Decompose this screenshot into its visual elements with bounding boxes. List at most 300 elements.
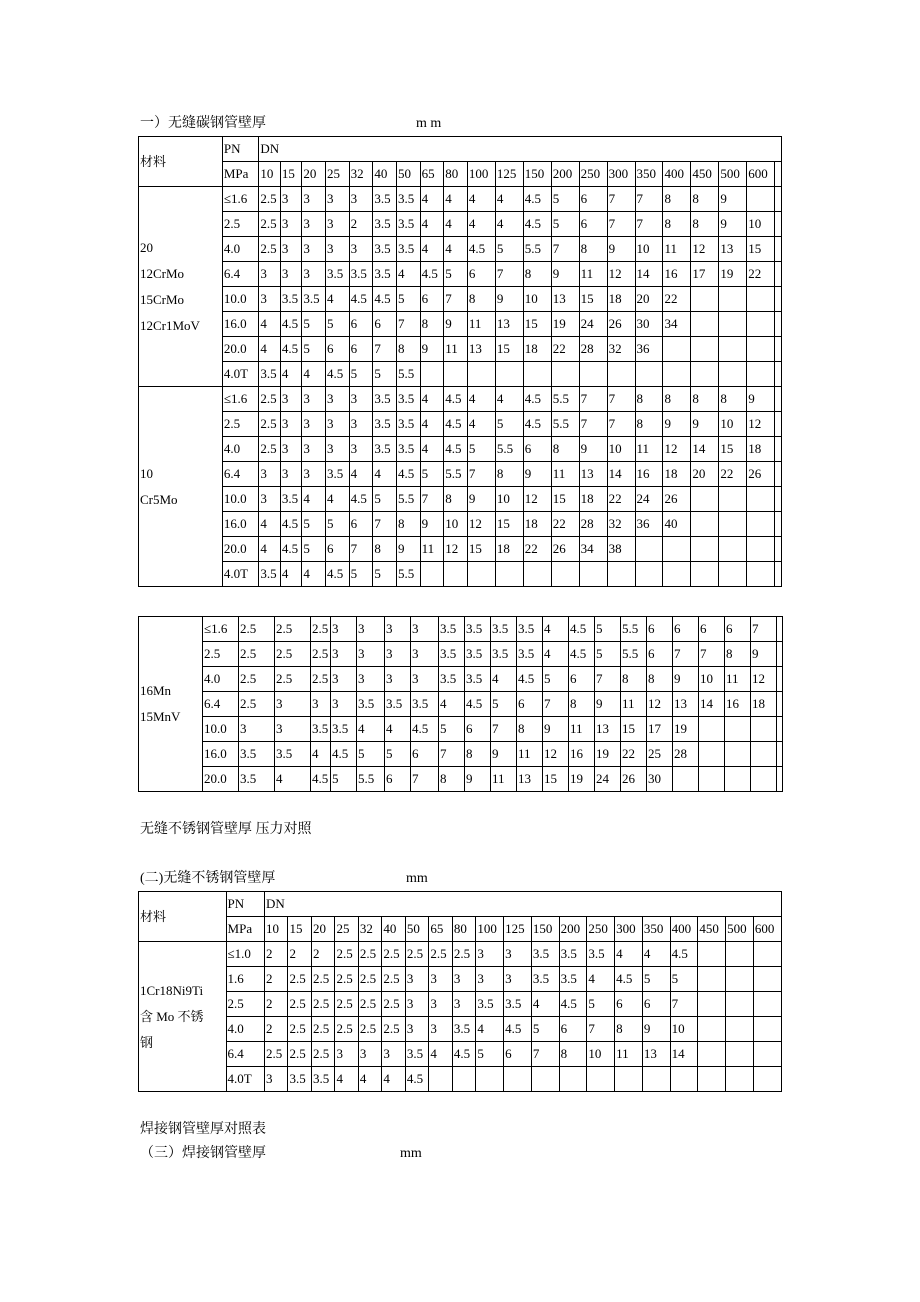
thickness-cell: 15	[719, 437, 747, 462]
thickness-cell: 3	[411, 642, 439, 667]
thickness-cell: 3	[259, 262, 281, 287]
thickness-cell: 8	[635, 387, 663, 412]
material-line: Cr5Mo	[140, 491, 178, 507]
thickness-cell	[753, 1067, 781, 1092]
thickness-cell: 34	[579, 537, 607, 562]
thickness-cell: 11	[663, 237, 691, 262]
table-row	[139, 362, 782, 387]
thickness-cell: 4.5	[420, 262, 444, 287]
thickness-cell: 12	[444, 537, 468, 562]
thickness-cell: 11	[467, 312, 495, 337]
thickness-cell: 3.5	[311, 1067, 334, 1092]
thickness-cell: 3.5	[259, 362, 281, 387]
thickness-cell: 2.5	[335, 992, 358, 1017]
dn-size-cell: 32	[358, 917, 381, 942]
pressure-cell: 10.0	[203, 717, 239, 742]
thickness-cell: 7	[635, 187, 663, 212]
thickness-cell: 4	[396, 262, 420, 287]
mpa-header: MPa	[222, 162, 259, 187]
thickness-cell: 4	[259, 312, 281, 337]
thickness-cell: 3	[357, 617, 385, 642]
spacer-cell	[775, 487, 782, 512]
section1-title: 一）无缝碳钢管壁厚	[140, 116, 266, 131]
thickness-cell: 14	[635, 262, 663, 287]
thickness-cell: 40	[663, 512, 691, 537]
thickness-cell: 2.5	[275, 667, 311, 692]
thickness-cell: 3.5	[280, 487, 302, 512]
thickness-cell: 7	[373, 512, 397, 537]
thickness-cell: 26	[607, 312, 635, 337]
thickness-cell: 4.5	[326, 562, 350, 587]
thickness-cell: 4	[326, 287, 350, 312]
thickness-cell: 32	[607, 512, 635, 537]
thickness-cell: 3.5	[302, 287, 326, 312]
thickness-cell	[725, 742, 751, 767]
thickness-cell: 4	[420, 212, 444, 237]
thickness-cell: 3.5	[396, 237, 420, 262]
table-row	[139, 537, 782, 562]
thickness-cell	[753, 992, 781, 1017]
thickness-cell: 32	[607, 337, 635, 362]
thickness-cell: 4	[642, 942, 670, 967]
thickness-cell: 15	[551, 487, 579, 512]
dn-size-cell: 150	[523, 162, 551, 187]
thickness-cell: 2.5	[358, 942, 381, 967]
thickness-cell	[726, 967, 754, 992]
header-row-1	[139, 892, 782, 917]
thickness-cell: 5	[302, 537, 326, 562]
thickness-cell: 24	[579, 312, 607, 337]
thickness-cell	[615, 1067, 643, 1092]
thickness-cell: 3	[264, 1067, 287, 1092]
thickness-cell: 13	[673, 692, 699, 717]
thickness-cell: 13	[517, 767, 543, 792]
thickness-cell: 4	[543, 642, 569, 667]
thickness-cell: 3.5	[465, 617, 491, 642]
thickness-cell: 15	[747, 237, 775, 262]
thickness-cell: 9	[719, 187, 747, 212]
thickness-cell: 12	[523, 487, 551, 512]
thickness-cell	[698, 942, 726, 967]
thickness-cell: 26	[663, 487, 691, 512]
thickness-cell: 3.5	[326, 462, 350, 487]
thickness-cell: 3.5	[311, 717, 331, 742]
thickness-cell: 6	[615, 992, 643, 1017]
thickness-cell: 3	[385, 617, 411, 642]
thickness-cell: 4.5	[559, 992, 587, 1017]
thickness-cell: 5.5	[551, 412, 579, 437]
thickness-cell: 3	[429, 967, 452, 992]
thickness-cell: 4	[495, 187, 523, 212]
thickness-cell: 3	[452, 992, 475, 1017]
spacer-cell	[775, 362, 782, 387]
thickness-cell: 7	[699, 642, 725, 667]
pressure-cell: 4.0	[226, 1017, 264, 1042]
thickness-cell	[698, 1067, 726, 1092]
thickness-cell: 4	[467, 412, 495, 437]
thickness-cell: 4	[280, 562, 302, 587]
thickness-cell: 12	[467, 512, 495, 537]
thickness-cell: 28	[579, 512, 607, 537]
table-row	[139, 512, 782, 537]
thickness-cell	[726, 992, 754, 1017]
thickness-cell	[495, 562, 523, 587]
thickness-cell	[635, 562, 663, 587]
thickness-cell	[476, 1067, 504, 1092]
thickness-cell: 18	[751, 692, 777, 717]
thickness-cell: 8	[621, 667, 647, 692]
thickness-cell: 2.5	[429, 942, 452, 967]
dn-size-cell: 300	[615, 917, 643, 942]
thickness-cell	[726, 1017, 754, 1042]
thickness-cell	[452, 1067, 475, 1092]
thickness-cell	[663, 562, 691, 587]
material-header: 材料	[139, 137, 223, 187]
thickness-cell	[747, 312, 775, 337]
thickness-cell: 3.5	[504, 992, 532, 1017]
thickness-cell: 6	[647, 617, 673, 642]
stainless-caption: 无缝不锈钢管壁厚 压力对照	[140, 822, 312, 837]
thickness-cell: 9	[543, 717, 569, 742]
thickness-cell: 3.5	[373, 412, 397, 437]
thickness-cell: 2.5	[275, 617, 311, 642]
thickness-cell: 14	[607, 462, 635, 487]
thickness-cell: 4	[385, 717, 411, 742]
thickness-cell: 3	[302, 387, 326, 412]
thickness-cell: 2.5	[311, 642, 331, 667]
dn-size-cell: 200	[551, 162, 579, 187]
thickness-cell: 3.5	[465, 667, 491, 692]
thickness-cell: 2.5	[264, 1042, 287, 1067]
dn-size-cell: 40	[373, 162, 397, 187]
thickness-cell: 5	[587, 992, 615, 1017]
table-row	[139, 437, 782, 462]
pressure-cell: 6.4	[226, 1042, 264, 1067]
thickness-cell: 7	[635, 212, 663, 237]
thickness-cell: 2.5	[311, 1042, 334, 1067]
thickness-cell: 4	[311, 742, 331, 767]
thickness-cell: 6	[699, 617, 725, 642]
thickness-cell	[444, 562, 468, 587]
thickness-cell: 9	[607, 237, 635, 262]
thickness-cell: 6	[559, 1017, 587, 1042]
thickness-cell: 4	[302, 487, 326, 512]
thickness-cell: 4	[349, 462, 373, 487]
dn-size-cell: 25	[326, 162, 350, 187]
dn-size-cell: 450	[698, 917, 726, 942]
thickness-cell: 5	[467, 437, 495, 462]
thickness-cell: 4	[259, 512, 281, 537]
thickness-cell: 3	[275, 692, 311, 717]
thickness-cell: 6	[523, 437, 551, 462]
thickness-cell: 7	[439, 742, 465, 767]
thickness-cell: 4	[326, 487, 350, 512]
thickness-cell: 22	[747, 262, 775, 287]
thickness-cell: 22	[551, 512, 579, 537]
pressure-cell: 4.0	[203, 667, 239, 692]
pressure-cell: 4.0T	[222, 562, 259, 587]
thickness-cell: 7	[411, 767, 439, 792]
thickness-cell: 3.5	[452, 1017, 475, 1042]
thickness-cell: 5	[595, 617, 621, 642]
material-line: 16Mn	[140, 683, 172, 698]
thickness-cell: 6	[373, 312, 397, 337]
thickness-cell: 4.5	[523, 412, 551, 437]
thickness-cell	[467, 562, 495, 587]
thickness-cell: 4	[302, 562, 326, 587]
thickness-cell: 5	[439, 717, 465, 742]
pn-header: PN	[226, 892, 264, 917]
thickness-cell	[699, 742, 725, 767]
thickness-cell: 3	[259, 462, 281, 487]
thickness-cell	[719, 487, 747, 512]
thickness-cell: 3	[504, 967, 532, 992]
thickness-cell: 3.5	[326, 262, 350, 287]
thickness-cell: 3	[311, 692, 331, 717]
thickness-cell: 6	[465, 717, 491, 742]
thickness-cell: 3	[452, 967, 475, 992]
thickness-cell	[747, 187, 775, 212]
thickness-cell: 3	[302, 412, 326, 437]
thickness-cell: 24	[635, 487, 663, 512]
thickness-cell: 3.5	[373, 387, 397, 412]
thickness-cell: 36	[635, 512, 663, 537]
section1-unit: m m	[416, 116, 442, 131]
thickness-cell	[699, 767, 725, 792]
thickness-cell	[753, 942, 781, 967]
thickness-cell: 8	[719, 387, 747, 412]
pressure-cell: 16.0	[222, 312, 259, 337]
spacer-cell	[775, 237, 782, 262]
pressure-cell: 4.0	[222, 237, 259, 262]
thickness-cell: 5	[551, 212, 579, 237]
thickness-cell: 3.5	[559, 967, 587, 992]
stainless-steel-table	[138, 891, 782, 1092]
thickness-cell: 8	[647, 667, 673, 692]
thickness-cell: 14	[699, 692, 725, 717]
thickness-cell: 7	[673, 642, 699, 667]
thickness-cell: 16	[725, 692, 751, 717]
thickness-cell: 3.5	[491, 642, 517, 667]
thickness-cell: 12	[543, 742, 569, 767]
thickness-cell	[725, 717, 751, 742]
thickness-cell: 4	[495, 212, 523, 237]
thickness-cell: 7	[670, 992, 698, 1017]
thickness-cell: 3.5	[491, 617, 517, 642]
thickness-cell: 3.5	[587, 942, 615, 967]
thickness-cell: 3.5	[531, 967, 559, 992]
table-row	[139, 487, 782, 512]
thickness-cell: 5	[444, 262, 468, 287]
thickness-cell: 9	[396, 537, 420, 562]
thickness-cell: 2.5	[288, 1042, 311, 1067]
thickness-cell: 19	[673, 717, 699, 742]
table-row	[139, 212, 782, 237]
thickness-cell: 6	[673, 617, 699, 642]
thickness-cell: 11	[491, 767, 517, 792]
thickness-cell: 3.5	[373, 262, 397, 287]
thickness-cell: 13	[642, 1042, 670, 1067]
thickness-cell: 3	[357, 642, 385, 667]
thickness-cell: 5	[495, 237, 523, 262]
dn-size-cell: 600	[747, 162, 775, 187]
thickness-cell	[579, 362, 607, 387]
thickness-cell: 3.5	[396, 412, 420, 437]
material-cell	[139, 617, 203, 792]
thickness-cell	[753, 967, 781, 992]
dn-size-cell: 250	[579, 162, 607, 187]
spacer-cell	[777, 667, 783, 692]
thickness-cell: 2	[311, 942, 334, 967]
thickness-cell: 22	[523, 537, 551, 562]
thickness-cell: 6	[349, 312, 373, 337]
thickness-cell: 5.5	[396, 362, 420, 387]
thickness-cell	[747, 537, 775, 562]
thickness-cell: 4.5	[523, 187, 551, 212]
thickness-cell: 9	[642, 1017, 670, 1042]
thickness-cell: 5	[373, 562, 397, 587]
pressure-cell: 4.0T	[222, 362, 259, 387]
thickness-cell: 4.5	[444, 387, 468, 412]
thickness-cell: 2.5	[358, 967, 381, 992]
material-line: 20	[140, 239, 153, 255]
dn-size-cell: 300	[607, 162, 635, 187]
thickness-cell	[642, 1067, 670, 1092]
thickness-cell: 8	[396, 512, 420, 537]
table-row	[139, 942, 782, 967]
pressure-cell: 1.6	[226, 967, 264, 992]
thickness-cell: 3.5	[531, 942, 559, 967]
thickness-cell: 8	[691, 212, 719, 237]
thickness-cell: 4	[357, 717, 385, 742]
header-row-1	[139, 137, 782, 162]
thickness-cell: 8	[439, 767, 465, 792]
thickness-cell: 8	[551, 437, 579, 462]
dn-size-cell: 10	[259, 162, 281, 187]
thickness-cell	[429, 1067, 452, 1092]
thickness-cell: 6	[349, 337, 373, 362]
thickness-cell: 13	[551, 287, 579, 312]
thickness-cell: 28	[673, 742, 699, 767]
thickness-cell: 3.5	[349, 262, 373, 287]
thickness-cell: 8	[373, 537, 397, 562]
thickness-cell	[719, 562, 747, 587]
thickness-cell: 2.5	[452, 942, 475, 967]
thickness-cell	[699, 717, 725, 742]
thickness-cell: 4.5	[452, 1042, 475, 1067]
thickness-cell: 25	[647, 742, 673, 767]
thickness-cell: 20	[691, 462, 719, 487]
thickness-cell: 7	[531, 1042, 559, 1067]
thickness-cell: 3	[476, 967, 504, 992]
thickness-cell: 15	[495, 512, 523, 537]
table-row	[139, 1042, 782, 1067]
material-cell	[139, 187, 223, 387]
thickness-cell: 8	[615, 1017, 643, 1042]
dn-size-cell: 150	[531, 917, 559, 942]
thickness-cell: 4.5	[349, 287, 373, 312]
thickness-cell	[751, 717, 777, 742]
material-line: 1Cr18Ni9Ti	[140, 982, 204, 998]
thickness-cell: 2.5	[259, 437, 281, 462]
thickness-cell: 8	[523, 262, 551, 287]
thickness-cell: 8	[691, 187, 719, 212]
thickness-cell: 3	[302, 262, 326, 287]
thickness-cell: 3	[476, 942, 504, 967]
thickness-cell: 9	[673, 667, 699, 692]
thickness-cell: 2.5	[239, 642, 275, 667]
thickness-cell: 12	[691, 237, 719, 262]
thickness-cell: 4	[467, 187, 495, 212]
thickness-cell: 3	[302, 437, 326, 462]
thickness-cell: 6	[725, 617, 751, 642]
thickness-cell	[698, 992, 726, 1017]
thickness-cell: 3	[331, 667, 357, 692]
thickness-cell: 7	[607, 212, 635, 237]
thickness-cell: 5	[326, 512, 350, 537]
thickness-cell: 2.5	[311, 1017, 334, 1042]
thickness-cell: 6	[579, 187, 607, 212]
thickness-cell: 14	[670, 1042, 698, 1067]
dn-size-cell: 40	[382, 917, 405, 942]
pressure-cell: ≤1.6	[222, 387, 259, 412]
thickness-cell: 2	[264, 1017, 287, 1042]
pressure-cell: 4.0	[222, 437, 259, 462]
thickness-cell: 3.5	[385, 692, 411, 717]
thickness-cell	[635, 537, 663, 562]
thickness-cell: 9	[719, 212, 747, 237]
thickness-cell	[719, 312, 747, 337]
thickness-cell: 3	[429, 992, 452, 1017]
thickness-cell: 8	[635, 412, 663, 437]
material-line: 12CrMo	[140, 265, 185, 281]
thickness-cell: 15	[621, 717, 647, 742]
thickness-cell: 6	[517, 692, 543, 717]
thickness-cell: 9	[551, 262, 579, 287]
thickness-cell: 9	[579, 437, 607, 462]
thickness-cell: 7	[491, 717, 517, 742]
thickness-cell: 24	[595, 767, 621, 792]
thickness-cell: 5.5	[621, 642, 647, 667]
thickness-cell: 10	[747, 212, 775, 237]
thickness-cell	[691, 337, 719, 362]
table-row	[139, 642, 783, 667]
thickness-cell	[747, 512, 775, 537]
thickness-cell: 2.5	[259, 212, 281, 237]
spacer-cell	[775, 287, 782, 312]
thickness-cell: 5	[326, 312, 350, 337]
thickness-cell: 8	[663, 387, 691, 412]
spacer-cell	[775, 512, 782, 537]
thickness-cell: 18	[663, 462, 691, 487]
thickness-cell	[444, 362, 468, 387]
thickness-cell: 9	[747, 387, 775, 412]
thickness-cell	[719, 512, 747, 537]
pressure-cell: 2.5	[203, 642, 239, 667]
thickness-cell: 3	[280, 387, 302, 412]
thickness-cell: 9	[691, 412, 719, 437]
thickness-cell	[587, 1067, 615, 1092]
thickness-cell: 4	[467, 212, 495, 237]
table-row	[139, 412, 782, 437]
thickness-cell: 3	[302, 187, 326, 212]
thickness-cell: 2.5	[358, 1017, 381, 1042]
thickness-cell	[495, 362, 523, 387]
thickness-cell: 5	[396, 287, 420, 312]
thickness-cell: 2.5	[335, 967, 358, 992]
thickness-cell	[726, 942, 754, 967]
dn-size-cell: 400	[670, 917, 698, 942]
